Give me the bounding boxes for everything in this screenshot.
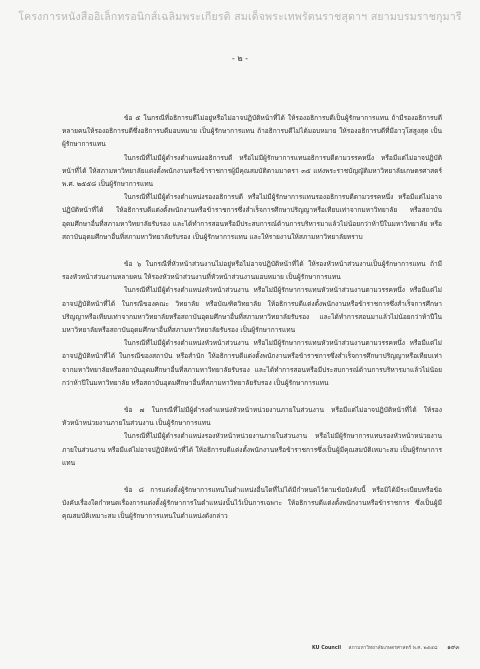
clause-subparagraph: ในกรณีที่ไม่มีผู้ดำรงตำแหน่งอธิการบดี หรือไม่มีผู้รักษาการแทนอธิการบดีตามวรรคหนึ่ง หรือมีแต่ไม่อาจปฏิบัติหน้าที่ได้ ให้สภามหาวิทยาลัยแต่งตั้งพนักงานหรือข้าราชการผู้มีคุณสมบัติตามมาตรา ๓๕ แห่งพระราชบัญญัติมหาวิทยาลัยเกษตรศาสตร์ พ.ศ. ๒๕๕๘ เป็นผู้รักษาการแทน (62, 153, 442, 189)
clause-section (62, 484, 442, 524)
page-number: - ๒ - (231, 54, 249, 63)
clause-subparagraph: ในกรณีที่ไม่มีผู้ดำรงตำแหน่งรองอธิการบดี หรือไม่มีผู้รักษาการแทนรองอธิการบดีตามวรรคหนึ่ง หรือมีแต่ไม่อาจปฏิบัติหน้าที่ได้ ให้อธิการบดีแต่งตั้งพนักงานหรือข้าราชการซึ่งสำเร็จการศึกษาปริญญาหรือเทียบเท่าจากมหาวิทยาลัย หรือสถาบันอุดมศึกษาอื่นที่สภามหาวิทยาลัยรับรอง และได้ทำการสอนหรือมีประสบการณ์ด้านการบริหารมาแล้วไม่น้อยกว่าห้าปีในมหาวิทยาลัย หรือสถาบันอุดมศึกษาอื่นที่สภามหาวิทยาลัยรับรอง เป็นผู้รักษาการแทน และให้รายงานให้สภามหาวิทยาลัยทราบ (62, 193, 442, 241)
page-header: โครงการหนังสืออิเล็กทรอนิกส์เฉลิมพระเกียรติ สมเด็จพระเทพรัตนราชสุดาฯ สยามบรมราชกุมารี (18, 11, 462, 23)
clause-subparagraph: ในกรณีที่ไม่มีผู้ดำรงตำแหน่งหัวหน้าส่วนงาน หรือไม่มีผู้รักษาการแทนหัวหน้าส่วนงานตามวรรคหนึ่ง หรือมีแต่ไม่อาจปฏิบัติหน้าที่ได้ ในกรณีของคณะ วิทยาลัย หรือบัณฑิตวิทยาลัย ให้อธิการบดีแต่งตั้งพนักงานหรือข้าราชการซึ่งสำเร็จการศึกษาปริญญาหรือเทียบเท่าจากมหาวิทยาลัยหรือสถาบันอุดมศึกษาอื่นที่สภามหาวิทยาลัยรับรอง และได้ทำการสอนมาแล้วไม่น้อยกว่าห้าปีในมหาวิทยาลัยหรือสถาบันอุดมศึกษาอื่นที่สภามหาวิทยาลัยรับรอง เป็นผู้รักษาการแทน (62, 286, 442, 335)
clause-paragraph: ข้อ ๕ ในกรณีที่อธิการบดีไม่อยู่หรือไม่อาจปฏิบัติหน้าที่ได้ ให้รองอธิการบดีเป็นผู้รักษาการแทน ถ้ามีรองอธิการบดีหลายคนให้รองอธิการบดีซึ่งอธิการบดีมอบหมาย เป็นผู้รักษาการแทน ถ้าอธิการบดีไม่ได้มอบหมาย ให้รองอธิการบดีที่มีอาวุโสสูงสุด เป็นผู้รักษาการแทน (62, 114, 442, 149)
clause-paragraph: ข้อ ๗ ในกรณีที่ไม่มีผู้ดำรงตำแหน่งหัวหน้าหน่วยงานภายในส่วนงาน หรือมีแต่ไม่อาจปฏิบัติหน้าที่ได้ ให้รองหัวหน้าหน่วยงานภายในส่วนงาน เป็นผู้รักษาการแทน (62, 406, 442, 428)
document-body (62, 112, 442, 538)
footer-page-number: ๑๙๓ (447, 644, 460, 651)
clause-paragraph: ข้อ ๘ การแต่งตั้งผู้รักษาการแทนในตำแหน่งอื่นใดที่ไม่ได้มีกำหนดไว้ตามข้อบังคับนี้ หรือมิได้มีระเบียบหรือข้อบังคับเรื่องใดกำหนดเรื่องการแต่งตั้งผู้รักษาการในตำแหน่งนั้นไว้เป็นการเฉพาะ ให้อธิการบดีแต่งตั้งพนักงานหรือข้าราชการ ซึ่งเป็นผู้มีคุณสมบัติเหมาะสม เป็นผู้รักษาการแทนในตำแหน่งดังกล่าว (62, 486, 442, 521)
footer-text: สภามหาวิทยาลัยเกษตรศาสตร์ พ.ศ. ๒๕๕๘ (348, 646, 438, 651)
clause-section (62, 404, 442, 470)
footer-council: KU Council (312, 646, 341, 651)
clause-subparagraph: ในกรณีที่ไม่มีผู้ดำรงตำแหน่งหัวหน้าส่วนงาน หรือไม่มีผู้รักษาการแทนหัวหน้าส่วนงานตามวรรคหนึ่ง หรือมีแต่ไม่อาจปฏิบัติหน้าที่ได้ ในกรณีของสถาบัน หรือสำนัก ให้อธิการบดีแต่งตั้งพนักงานหรือข้าราชการซึ่งสำเร็จการศึกษาปริญญาหรือเทียบเท่าจากมหาวิทยาลัยหรือสถาบันอุดมศึกษาอื่นที่สภามหาวิทยาลัยรับรอง และได้ทำการสอนหรือมีประสบการณ์ด้านการบริหารมาแล้วไม่น้อยกว่าห้าปีในมหาวิทยาลัย หรือสถาบันอุดมศึกษาอื่นที่สภามหาวิทยาลัยรับรอง เป็นผู้รักษาการแทน (62, 339, 442, 387)
clause-section (62, 112, 442, 244)
page-footer (312, 642, 459, 652)
clause-subparagraph: ในกรณีที่ไม่มีผู้ดำรงตำแหน่งรองหัวหน้าหน่วยงานภายในส่วนงาน หรือไม่มีผู้รักษาการแทนรองหัวหน้าหน่วยงานภายในส่วนงาน หรือมีแต่ไม่อาจปฏิบัติหน้าที่ได้ ให้อธิการบดีแต่งตั้งพนักงานหรือข้าราชการซึ่งเป็นผู้มีคุณสมบัติเหมาะสม เป็นผู้รักษาการแทน (62, 432, 442, 467)
clause-section (62, 258, 442, 390)
clause-paragraph: ข้อ ๖ ในกรณีที่หัวหน้าส่วนงานไม่อยู่หรือไม่อาจปฏิบัติหน้าที่ได้ ให้รองหัวหน้าส่วนงานเป็นผู้รักษาการแทน ถ้ามีรองหัวหน้าส่วนงานหลายคน ให้รองหัวหน้าส่วนงานที่หัวหน้าส่วนงานมอบหมาย เป็นผู้รักษาการแทน (62, 260, 442, 282)
